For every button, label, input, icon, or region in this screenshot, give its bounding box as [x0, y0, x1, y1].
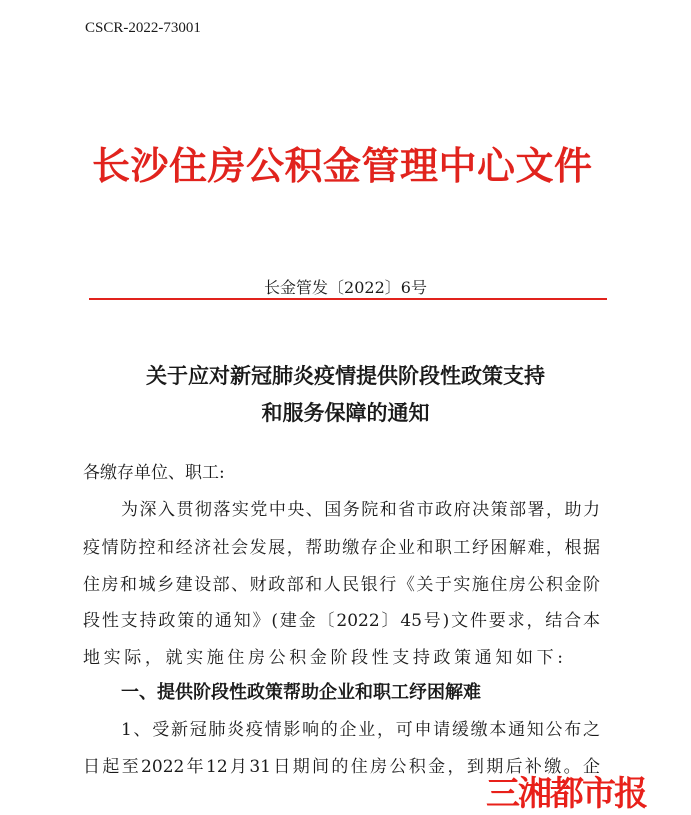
- document-number: 长金管发〔2022〕6号: [264, 278, 427, 297]
- notice-title-line-1: 关于应对新冠肺炎疫情提供阶段性政策支持: [146, 363, 545, 388]
- document-code: CSCR-2022-73001: [85, 20, 201, 36]
- body-line: 疫情防控和经济社会发展，帮助缴存企业和职工纾困解难，根据: [83, 538, 600, 558]
- body-line: 为深入贯彻落实党中央、国务院和省市政府决策部署，助力: [121, 500, 600, 520]
- section-heading: 一、提供阶段性政策帮助企业和职工纾困解难: [121, 682, 481, 703]
- red-divider: [89, 298, 607, 300]
- body-line: 住房和城乡建设部、财政部和人民银行《关于实施住房公积金阶: [83, 575, 600, 595]
- salutation: 各缴存单位、职工:: [83, 463, 225, 483]
- issuer-header: 长沙住房公积金管理中心文件: [92, 144, 592, 188]
- item-line: 1、受新冠肺炎疫情影响的企业，可申请缓缴本通知公布之: [121, 720, 600, 740]
- notice-title-line-2: 和服务保障的通知: [261, 400, 430, 425]
- item-line: 日起至2022年12月31日期间的住房公积金，到期后补缴。企: [83, 757, 600, 777]
- body-line: 地实际，就实施住房公积金阶段性支持政策通知如下:: [83, 648, 563, 668]
- newspaper-watermark-logo: 三湘都市报: [486, 774, 646, 814]
- body-line: 段性支持政策的通知》(建金〔2022〕45号)文件要求，结合本: [83, 611, 600, 631]
